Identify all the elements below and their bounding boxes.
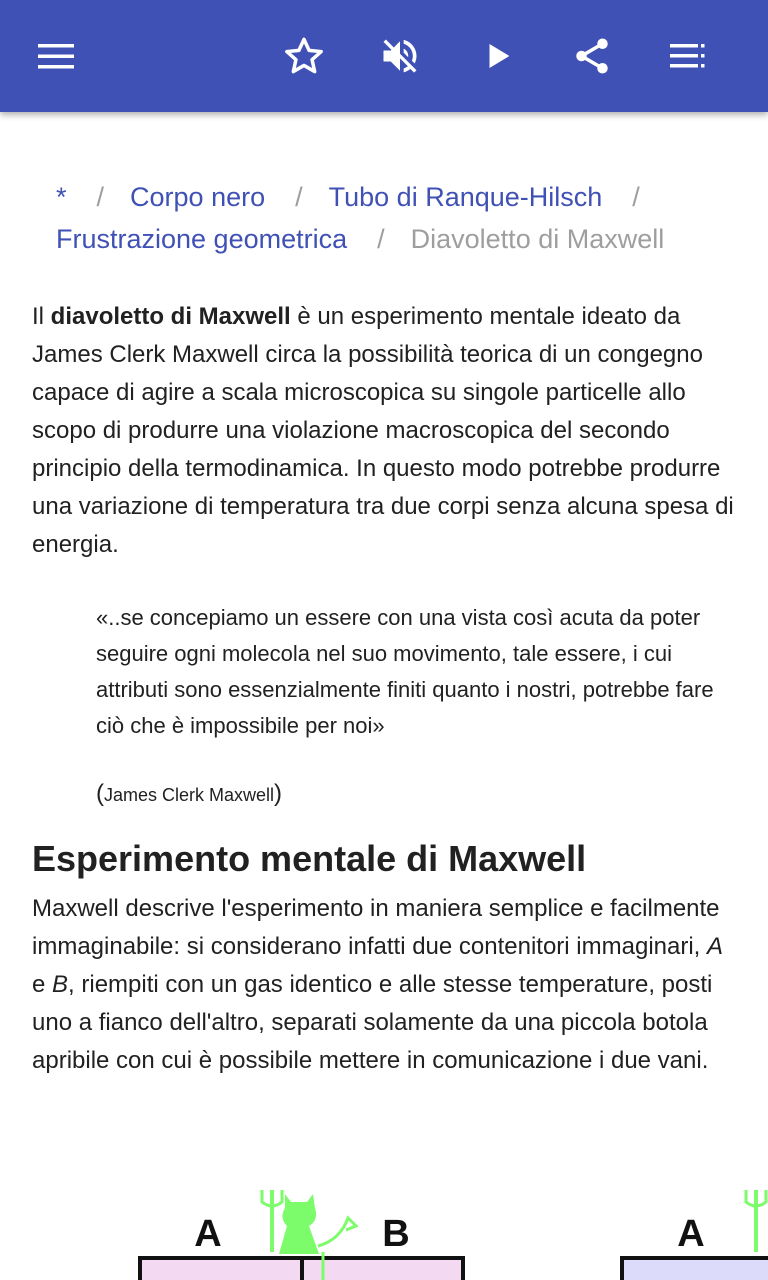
breadcrumb-link-tubo[interactable]: Tubo di Ranque-Hilsch [328, 182, 603, 212]
attribution-open: ( [96, 780, 104, 807]
breadcrumb-separator: / [632, 182, 640, 212]
play-button[interactable] [470, 28, 526, 84]
share-button[interactable] [564, 28, 620, 84]
breadcrumb [56, 176, 746, 260]
attribution-author: James Clerk Maxwell [104, 785, 275, 805]
label-b: B [382, 1213, 410, 1255]
favorite-button[interactable] [276, 28, 332, 84]
breadcrumb-separator: / [96, 182, 105, 212]
quote-attribution [96, 780, 282, 808]
breadcrumb-separator: / [295, 182, 303, 212]
maxwell-quote: «..se concepiamo un essere con una vista così acuta da poter seguire ogni molecola nel suo movimento, tale essere, i cui attributi sono essenzialmente finiti quanto i nostri, potrebbe fare ciò che è impossibile per noi» [96, 605, 714, 738]
contents-button[interactable] [660, 28, 716, 84]
play-icon [481, 39, 515, 73]
intro-text: è un esperimento mentale ideato da James Clerk Maxwell circa la possibilità teorica di un congegno capace di agire a scala microscopica su singole particelle allo scopo di produrre una violazione macroscopica del secondo principio della termodinamica. In questo modo potrebbe produrre una variazione di temperatura tra due corpi senza alcuna spesa di energia. [32, 303, 734, 558]
label-a: A [194, 1213, 222, 1255]
breadcrumb-separator: / [377, 224, 385, 254]
breadcrumb-current: Diavoletto di Maxwell [410, 224, 665, 254]
section-var-a: A [707, 933, 724, 960]
breadcrumb-link-frustrazione[interactable]: Frustrazione geometrica [56, 224, 348, 254]
section-text-1: Maxwell descrive l'esperimento in maniera semplice e facilmente immaginabile: si considerano infatti due contenitori immaginari, [32, 895, 720, 960]
label-a-2: A [677, 1213, 705, 1255]
share-icon [571, 35, 613, 77]
star-icon [283, 35, 325, 77]
intro-prefix: Il [32, 303, 51, 330]
playlist-icon [668, 40, 708, 72]
section-paragraph [32, 890, 736, 1080]
section-heading: Esperimento mentale di Maxwell [32, 838, 587, 879]
app-toolbar [0, 0, 768, 112]
volume-off-icon [378, 34, 422, 78]
container-b [302, 1258, 463, 1280]
section-var-b: B [52, 971, 69, 998]
section-text-2: , riempiti con un gas identico e alle stesse temperature, posti uno a fianco dell'altro, separati solamente da una piccola botola apribile con cui è possibile mettere in comunicazione i due vani. [32, 971, 713, 1074]
demon-icon-2 [746, 1190, 766, 1252]
container-a-2 [622, 1258, 768, 1280]
section-text-and: e [32, 971, 53, 998]
menu-icon [36, 42, 76, 70]
container-a [140, 1258, 302, 1280]
maxwell-demon-figure [0, 1180, 768, 1280]
menu-button[interactable] [28, 28, 84, 84]
intro-paragraph [32, 298, 736, 564]
attribution-close: ) [274, 780, 283, 807]
mute-button[interactable] [372, 28, 428, 84]
intro-term: diavoletto di Maxwell [50, 303, 291, 330]
breadcrumb-link-home[interactable]: * [56, 182, 67, 212]
breadcrumb-link-corpo-nero[interactable]: Corpo nero [130, 182, 266, 212]
